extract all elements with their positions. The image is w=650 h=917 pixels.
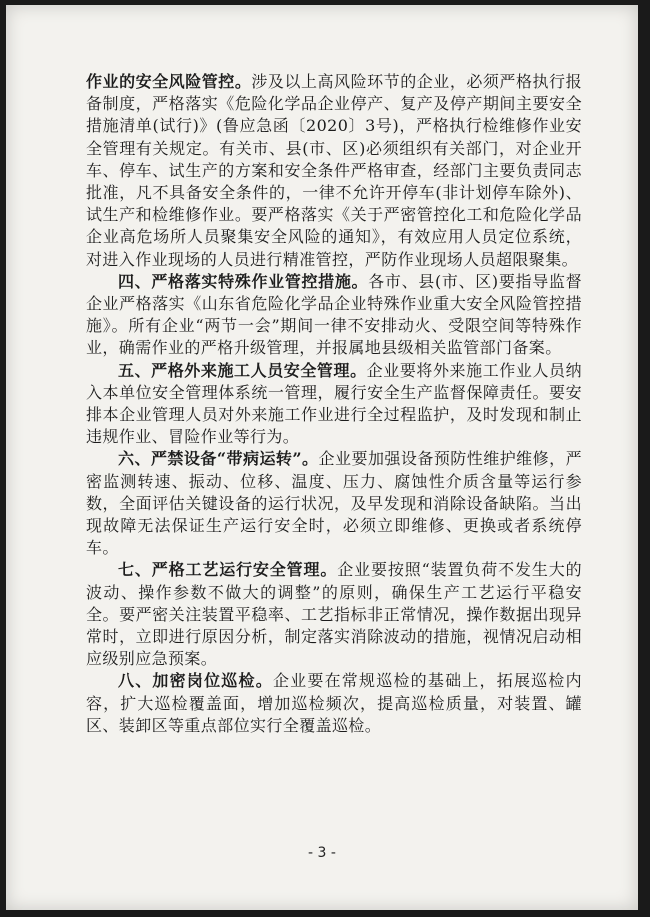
page-number: - 3 -: [308, 845, 336, 861]
section-heading: 七、严格工艺运行安全管理。: [118, 560, 338, 580]
document-page: [6, 5, 638, 910]
document-body: [86, 71, 582, 737]
section-4: [86, 271, 582, 360]
paragraph-heading: 作业的安全风险管控。: [86, 72, 252, 91]
section-text: 企业要按照“装置负荷不发生大的波动、操作参数不做大的调整”的原则，确保生产工艺运行平稳安全。要严密关注装置平稳率、工艺指标非正常情况，操作数据出现异常时，立即进行原因分析，制定落实消除波动的措施，视情况启动相应级别应急预案。: [86, 560, 582, 669]
section-7: [86, 559, 582, 670]
section-text: 企业要将外来施工作业人员纳入本单位安全管理体系统一管理，履行安全生产监督保障责任。要安排本企业管理人员对外来施工作业进行全过程监护，及时发现和制止违规作业、冒险作业等行为。: [86, 360, 582, 447]
paragraph-continuation: [86, 71, 582, 271]
section-5: [86, 360, 582, 449]
section-heading: 六、严禁设备“带病运转”。: [118, 449, 319, 469]
section-8: [86, 670, 582, 737]
section-text: 各市、县(市、区)要指导监督企业严格落实《山东省危险化学品企业特殊作业重大安全风险管控措施》。所有企业“两节一会”期间一律不安排动火、受限空间等特殊作业，确需作业的严格升级管理，并报属地县级相关监管部门备案。: [86, 271, 582, 358]
section-6: [86, 448, 582, 559]
section-heading: 八、加密岗位巡检。: [118, 671, 273, 691]
section-heading: 五、严格外来施工人员安全管理。: [118, 360, 367, 380]
section-heading: 四、严格落实特殊作业管控措施。: [118, 271, 369, 291]
paragraph-text: 涉及以上高风险环节的企业，必须严格执行报备制度，严格落实《危险化学品企业停产、复产及停产期间主要安全措施清单(试行)》(鲁应急函〔2020〕3号)，严格执行检维修作业安全管理有关规定。有关市、县(市、区)必须组织有关部门，对企业开车、停车、试生产的方案和安全条件严格审查，经部门主要负责同志批准，凡不具备安全条件的，一律不允许开停车(非计划停车除外)、试生产和检维修作业。要严格落实《关于严密管控化工和危险化学品企业高危场所人员聚集安全风险的通知》，有效应用人员定位系统，对进入作业现场的人员进行精准管控，严防作业现场人员超限聚集。: [86, 72, 582, 269]
section-text: 企业要加强设备预防性维护维修，严密监测转速、振动、位移、温度、压力、腐蚀性介质含量等运行参数，全面评估关键设备的运行状况，及早发现和消除设备缺陷。当出现故障无法保证生产运行安全时，必须立即维修、更换或者系统停车。: [86, 449, 582, 558]
section-text: 企业要在常规巡检的基础上，拓展巡检内容，扩大巡检覆盖面，增加巡检频次，提高巡检质量，对装置、罐区、装卸区等重点部位实行全覆盖巡检。: [86, 671, 582, 735]
